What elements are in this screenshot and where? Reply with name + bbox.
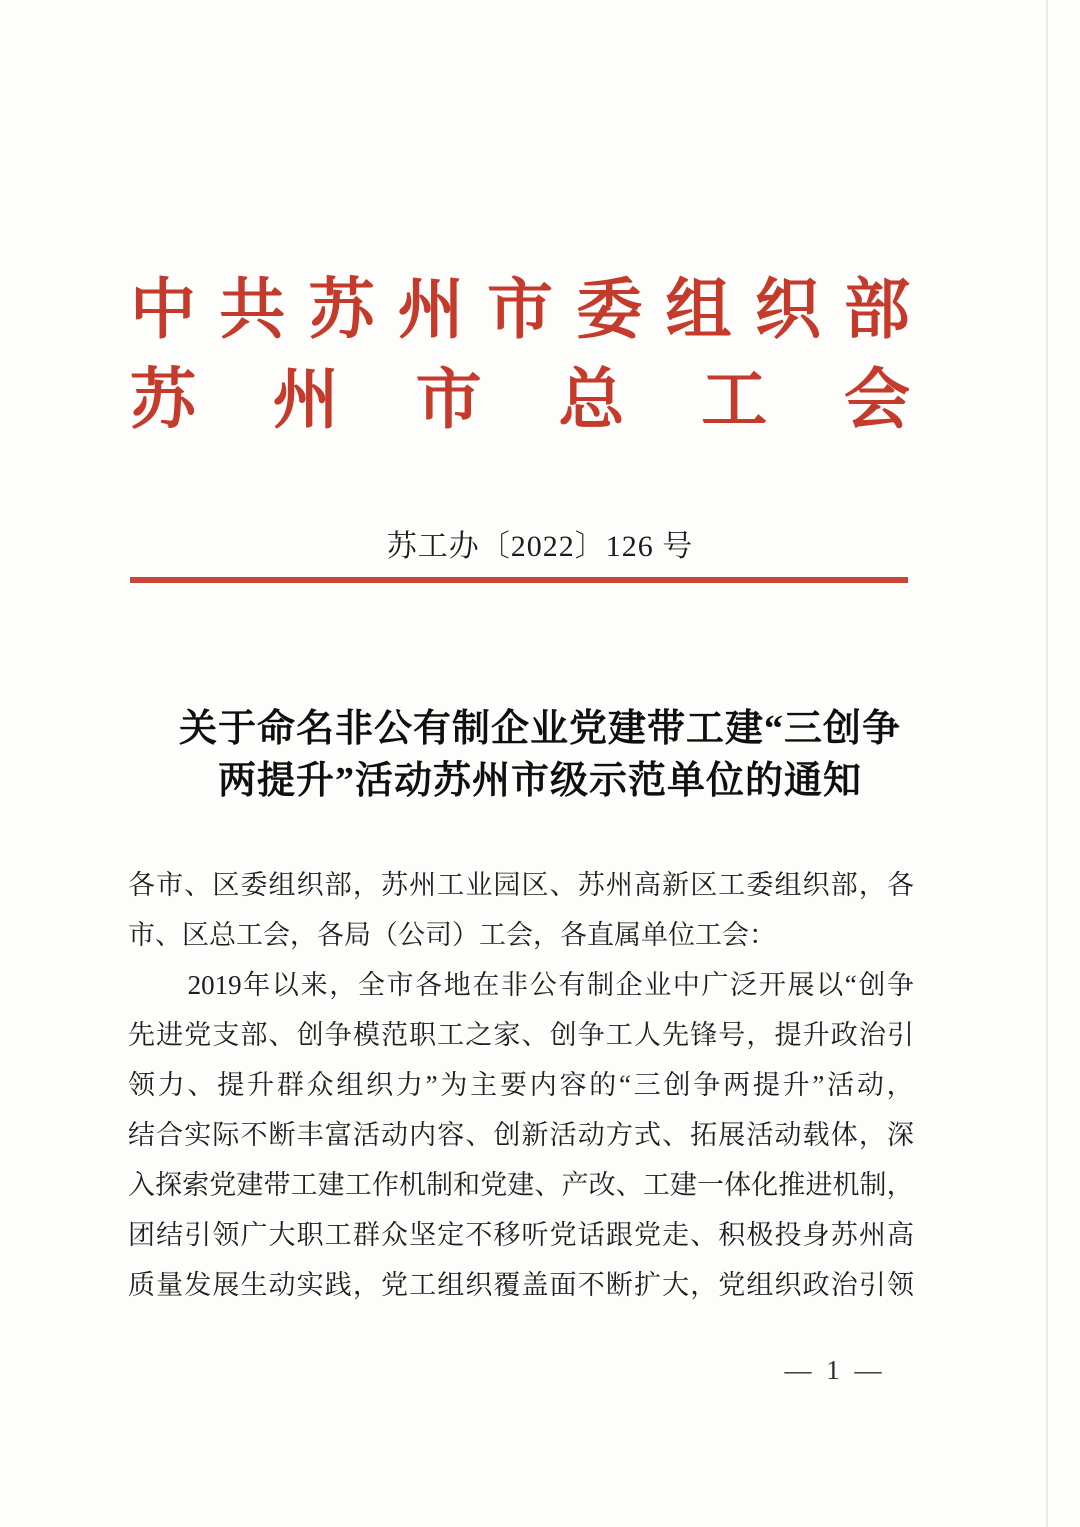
char-token: 动 (856, 1070, 884, 1100)
char-token: 非 (501, 970, 529, 1000)
char-token: 委 (576, 274, 643, 347)
char-token: 动 (380, 1120, 408, 1150)
char-token: 升 (247, 1070, 275, 1100)
char-token: 织 (754, 274, 821, 347)
char-token: 、 (549, 870, 577, 900)
char-token: 人 (633, 1020, 661, 1050)
char-token: 拓 (690, 1120, 718, 1150)
char-token: 企 (615, 970, 643, 1000)
char-token: 面 (549, 1270, 577, 1300)
char-token: 组 (336, 1070, 364, 1100)
char-token: 深 (886, 1120, 914, 1150)
char-token: 活 (746, 1120, 774, 1150)
body-line (128, 1262, 914, 1312)
char-token: 党 (380, 1270, 408, 1300)
body-line (128, 1012, 914, 1062)
char-token: 三 (633, 1070, 661, 1100)
char-token: 苏 (830, 1220, 858, 1250)
body-line (128, 862, 914, 912)
char-token: 丰 (296, 1120, 324, 1150)
char-token: 容 (559, 1070, 587, 1100)
char-token: 身 (802, 1220, 830, 1250)
char-token: 在 (472, 970, 500, 1000)
char-token: 园 (493, 870, 521, 900)
char-token: 以 (816, 970, 844, 1000)
char-token: 坚 (409, 1220, 437, 1250)
char-token: ， (886, 1070, 914, 1100)
char-token: 建 (236, 1170, 264, 1200)
char-token: 富 (324, 1120, 352, 1150)
char-token: 全 (357, 970, 385, 1000)
char-token: 索 (182, 1170, 210, 1200)
char-token: 提 (774, 1020, 802, 1050)
char-token: ” (812, 1070, 825, 1100)
char-token: 内 (529, 1070, 557, 1100)
char-token: 、 (465, 1120, 493, 1150)
char-token: 结 (128, 1120, 155, 1150)
char-token: 式 (633, 1120, 661, 1150)
char-token: 工 (437, 1020, 465, 1050)
char-token: 泛 (730, 970, 758, 1000)
char-token: 中 (130, 274, 196, 347)
char-token: 动 (268, 1270, 296, 1300)
scan-edge-shadow (1046, 0, 1048, 1527)
char-token: 总 (558, 364, 625, 437)
char-token: 争 (577, 1020, 605, 1050)
char-token: 之 (465, 1020, 493, 1050)
char-token: 部 (240, 1020, 268, 1050)
char-token: 改 (588, 1170, 616, 1200)
char-token: 支 (212, 1020, 240, 1050)
char-token: 各 (415, 970, 443, 1000)
char-token: 探 (155, 1170, 183, 1200)
char-token: 群 (276, 1070, 304, 1100)
char-token: 党 (633, 1220, 661, 1250)
char-token: 苏 (130, 364, 196, 437)
char-token: 力 (395, 1070, 423, 1100)
char-token: 化 (751, 1170, 779, 1200)
page-number: — 1 — (784, 1355, 886, 1385)
char-token: 织 (296, 870, 324, 900)
char-token: 织 (802, 870, 830, 900)
char-token: 展 (212, 1270, 240, 1300)
char-token: 升 (782, 1070, 810, 1100)
char-token: 合 (156, 1120, 184, 1150)
char-token: 地 (443, 970, 471, 1000)
char-token: 业 (465, 870, 493, 900)
char-token: 跟 (605, 1220, 633, 1250)
char-token: 广 (701, 970, 729, 1000)
char-token: 活 (827, 1070, 855, 1100)
letterhead-org-line-1 (130, 266, 910, 356)
char-token: 、 (521, 1020, 549, 1050)
char-token: 市 (415, 364, 482, 437)
char-token: 区 (212, 870, 240, 900)
char-token: ” (425, 1070, 438, 1100)
char-token: 扩 (633, 1270, 661, 1300)
document-number: 苏工办〔2022〕126 号 (386, 530, 694, 563)
char-token: 创 (663, 1070, 691, 1100)
char-token: 广 (240, 1220, 268, 1250)
char-token: ， (352, 870, 380, 900)
char-token: 量 (156, 1270, 184, 1300)
char-token: 职 (409, 1020, 437, 1050)
char-token: 极 (746, 1220, 774, 1250)
char-token: 盖 (521, 1270, 549, 1300)
char-token: 来 (300, 970, 328, 1000)
char-token: 提 (752, 1070, 780, 1100)
char-token: 有 (558, 970, 586, 1000)
char-token: 治 (858, 1020, 886, 1050)
char-token: 制 (586, 970, 614, 1000)
char-token: 展 (787, 970, 815, 1000)
char-token: 苏 (380, 870, 408, 900)
char-token: 部 (324, 870, 352, 900)
char-token: 织 (465, 1270, 493, 1300)
char-token: 话 (577, 1220, 605, 1250)
char-token: 进 (805, 1170, 833, 1200)
char-token: 提 (217, 1070, 245, 1100)
char-token: 、 (184, 870, 212, 900)
char-token: 实 (296, 1270, 324, 1300)
char-token: 推 (778, 1170, 806, 1200)
char-token: ， (746, 1020, 774, 1050)
char-token: 机 (398, 1170, 426, 1200)
char-token: ， (690, 1270, 718, 1300)
char-token: 治 (830, 1270, 858, 1300)
char-token: 内 (409, 1120, 437, 1150)
body-line: 市、区总工会，各局（公司）工会，各直属单位工会： (128, 920, 776, 950)
char-token: 动 (577, 1120, 605, 1150)
char-token: 大 (662, 1270, 690, 1300)
char-token: ， (352, 1270, 380, 1300)
char-token: 不 (577, 1270, 605, 1300)
char-token: 引 (858, 1270, 886, 1300)
char-token: 和 (453, 1170, 481, 1200)
body-line (128, 1212, 914, 1262)
char-token: 2019 (187, 970, 242, 1000)
char-token: 工 (437, 870, 465, 900)
char-token: 区 (690, 870, 718, 900)
char-token: 工 (701, 364, 768, 437)
char-token: 各 (128, 870, 155, 900)
body-line (128, 1062, 914, 1112)
char-token: 市 (487, 274, 553, 347)
char-token: 党 (718, 1270, 746, 1300)
char-token: 活 (549, 1120, 577, 1150)
char-token: 苏 (577, 870, 605, 900)
char-token: 苏 (308, 274, 375, 347)
char-token: 织 (774, 1270, 802, 1300)
char-token: 展 (718, 1120, 746, 1150)
char-token: 开 (758, 970, 786, 1000)
char-token: 党 (209, 1170, 237, 1200)
char-token: 州 (272, 364, 339, 437)
body-line (128, 1112, 914, 1162)
char-token: 先 (662, 1020, 690, 1050)
char-token: 组 (746, 1270, 774, 1300)
char-token: 组 (774, 870, 802, 900)
document-title (60, 703, 1020, 807)
char-token: 以 (271, 970, 299, 1000)
char-token: 领 (128, 1070, 155, 1100)
letterhead-org-line-2 (130, 356, 910, 446)
char-token: 政 (830, 1020, 858, 1050)
char-token: 机 (832, 1170, 860, 1200)
document-title-line-1: 关于命名非公有制企业党建带工建“三创争 (178, 708, 901, 750)
char-token: 大 (268, 1220, 296, 1250)
char-token: 入 (128, 1170, 155, 1200)
char-token: 不 (240, 1120, 268, 1150)
body-line (128, 1162, 914, 1212)
char-token: 委 (240, 870, 268, 900)
char-token: 、 (534, 1170, 562, 1200)
letterhead-rule (130, 577, 908, 583)
char-token: 州 (397, 274, 464, 347)
char-token: 结 (156, 1220, 184, 1250)
char-token: 组 (665, 274, 732, 347)
char-token: ， (858, 1120, 886, 1150)
char-token: 团 (128, 1220, 155, 1250)
char-token: 创 (493, 1120, 521, 1150)
char-token: 组 (437, 1270, 465, 1300)
char-token: 锋 (690, 1020, 718, 1050)
char-token: 众 (380, 1220, 408, 1250)
letterhead (130, 266, 910, 446)
char-token: 业 (644, 970, 672, 1000)
char-token: 高 (886, 1220, 914, 1250)
char-token: 政 (802, 1270, 830, 1300)
char-token: 号 (718, 1020, 746, 1050)
char-token: 两 (723, 1070, 751, 1100)
char-token: 、 (615, 1170, 643, 1200)
char-token: 覆 (493, 1270, 521, 1300)
char-token: 、 (662, 1120, 690, 1150)
char-token: 要 (499, 1070, 527, 1100)
char-token: ， (886, 1170, 914, 1200)
char-token: 建 (317, 1170, 345, 1200)
char-token: 建 (669, 1170, 697, 1200)
char-token: 中 (672, 970, 700, 1000)
char-token: 进 (156, 1020, 184, 1050)
char-token: 不 (465, 1220, 493, 1250)
char-token: 州 (409, 870, 437, 900)
char-token: 工 (605, 1020, 633, 1050)
char-token: 制 (426, 1170, 454, 1200)
char-token: 众 (306, 1070, 334, 1100)
char-token: 体 (830, 1120, 858, 1150)
char-token: “ (619, 1070, 631, 1100)
char-token: 家 (493, 1020, 521, 1050)
char-token: 区 (521, 870, 549, 900)
char-token: 争 (693, 1070, 721, 1100)
char-token: 移 (493, 1220, 521, 1250)
paragraph-indent (128, 993, 186, 994)
char-token: 工 (642, 1170, 670, 1200)
char-token: 、 (268, 1020, 296, 1050)
char-token: 先 (128, 1020, 155, 1050)
body-line (128, 962, 914, 1012)
char-token: 实 (184, 1120, 212, 1150)
char-token: 产 (561, 1170, 589, 1200)
char-token: 领 (212, 1220, 240, 1250)
char-token: 断 (268, 1120, 296, 1150)
char-token: 制 (859, 1170, 887, 1200)
char-token: 公 (529, 970, 557, 1000)
char-token: 新 (521, 1120, 549, 1150)
char-token: 创 (296, 1020, 324, 1050)
char-token: 定 (437, 1220, 465, 1250)
char-token: 范 (380, 1020, 408, 1050)
char-token: 际 (212, 1120, 240, 1150)
char-token: 创 (549, 1020, 577, 1050)
char-token: 高 (633, 870, 661, 900)
char-token: 发 (184, 1270, 212, 1300)
char-token: 带 (263, 1170, 291, 1200)
char-token: 、 (187, 1070, 215, 1100)
char-token: 主 (470, 1070, 498, 1100)
char-token: 党 (184, 1020, 212, 1050)
char-token: 力 (157, 1070, 185, 1100)
char-token: 部 (830, 870, 858, 900)
char-token: 听 (521, 1220, 549, 1250)
char-token: “ (844, 970, 857, 1000)
char-token: 工 (718, 870, 746, 900)
char-token: 一 (696, 1170, 724, 1200)
char-token: 工 (324, 1220, 352, 1250)
char-token: 州 (605, 870, 633, 900)
char-token: 新 (662, 870, 690, 900)
char-token: 群 (352, 1220, 380, 1250)
char-token: 模 (352, 1020, 380, 1050)
char-token: 为 (440, 1070, 468, 1100)
char-token: 各 (886, 870, 914, 900)
char-token: 争 (887, 970, 914, 1000)
char-token: 工 (409, 1270, 437, 1300)
document-body (128, 862, 914, 1312)
char-token: 作 (371, 1170, 399, 1200)
char-token: 领 (886, 1270, 914, 1300)
char-token: 会 (843, 364, 910, 437)
char-token: 引 (184, 1220, 212, 1250)
char-token: 引 (886, 1020, 914, 1050)
char-token: 争 (324, 1020, 352, 1050)
char-token: 委 (746, 870, 774, 900)
char-token: 升 (802, 1020, 830, 1050)
char-token: 践 (324, 1270, 352, 1300)
char-token: 职 (296, 1220, 324, 1250)
char-token: 建 (507, 1170, 535, 1200)
char-token: 党 (480, 1170, 508, 1200)
char-token: 市 (386, 970, 414, 1000)
char-token: 创 (858, 970, 886, 1000)
char-token: 断 (605, 1270, 633, 1300)
char-token: 体 (724, 1170, 752, 1200)
char-token: 活 (352, 1120, 380, 1150)
char-token: 工 (344, 1170, 372, 1200)
char-token: 的 (589, 1070, 617, 1100)
char-token: 市 (156, 870, 184, 900)
char-token: 、 (690, 1220, 718, 1250)
document-title-line-2: 两提升”活动苏州市级示范单位的通知 (217, 760, 862, 802)
char-token: 投 (774, 1220, 802, 1250)
char-token: 党 (549, 1220, 577, 1250)
char-token: 织 (366, 1070, 394, 1100)
char-token: 共 (219, 274, 286, 347)
char-token: 走 (662, 1220, 690, 1250)
char-token: 生 (240, 1270, 268, 1300)
char-token: 动 (774, 1120, 802, 1150)
char-token: 容 (437, 1120, 465, 1150)
char-token: 质 (128, 1270, 155, 1300)
char-token: ， (858, 870, 886, 900)
char-token: 积 (718, 1220, 746, 1250)
char-token: 方 (605, 1120, 633, 1150)
char-token: ， (329, 970, 357, 1000)
char-token: 组 (268, 870, 296, 900)
char-token: 载 (802, 1120, 830, 1150)
char-token: 年 (243, 970, 271, 1000)
char-token: 部 (844, 274, 910, 347)
char-token: 工 (290, 1170, 318, 1200)
char-token: 州 (858, 1220, 886, 1250)
